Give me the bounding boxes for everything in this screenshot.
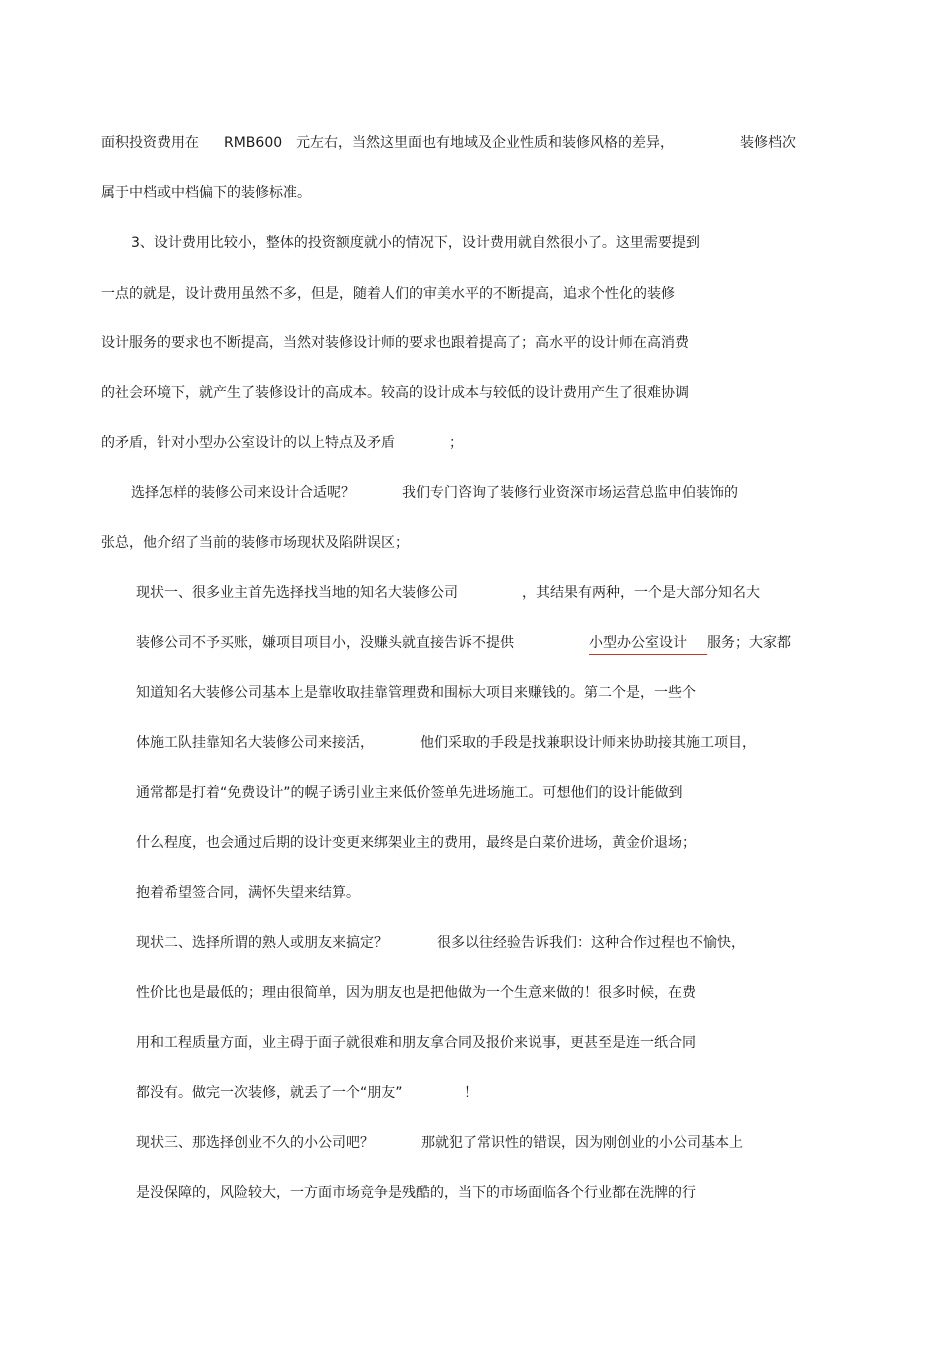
- text-run: 用和工程质量方面，业主碍于面子就很难和朋友拿合同及报价来说事，更甚至是连一纸合同: [136, 1035, 696, 1051]
- text-run: 面积投资费用在: [101, 135, 199, 151]
- text-run: 3、设计费用比较小，整体的投资额度就小的情况下，设计费用就自然很小了。这里需要提到: [131, 235, 700, 251]
- text-run-amount: RMB600: [224, 135, 283, 151]
- text-run: 现状二、选择所谓的熟人或朋友来搞定？: [136, 935, 388, 951]
- text-run: ，其结果有两种，一个是大部分知名大: [522, 585, 760, 601]
- text-run: 抱着希望签合同，满怀失望来结算。: [136, 885, 360, 901]
- text-run: 装修档次: [740, 135, 796, 151]
- text-run: 什么程度，也会通过后期的设计变更来绑架业主的费用，最终是白菜价进场，黄金价退场；: [136, 835, 696, 851]
- text-run: 那就犯了常识性的错误，因为刚创业的小公司基本上: [421, 1135, 743, 1151]
- text-run: 性价比也是最低的；理由很简单，因为朋友也是把他做为一个生意来做的！很多时候，在费: [136, 985, 696, 1001]
- text-run: 他们采取的手段是找兼职设计师来协助接其施工项目，: [420, 735, 756, 751]
- text-run: 设计服务的要求也不断提高，当然对装修设计师的要求也跟着提高了；高水平的设计师在高消费: [101, 335, 689, 351]
- text-run: 我们专门咨询了装修行业资深市场运营总监申伯装饰的: [402, 485, 738, 501]
- text-run: 的社会环境下，就产生了装修设计的高成本。较高的设计成本与较低的设计费用产生了很难协调: [101, 385, 689, 401]
- text-run: 服务；大家都: [707, 635, 791, 651]
- text-run: 知道知名大装修公司基本上是靠收取挂靠管理费和围标大项目来赚钱的。第二个是，一些个: [136, 685, 696, 701]
- text-run: 都没有。做完一次装修，就丢了一个“朋友”: [136, 1085, 403, 1101]
- text-run: 一点的就是，设计费用虽然不多，但是，随着人们的审美水平的不断提高，追求个性化的装修: [101, 286, 675, 302]
- text-run: 张总，他介绍了当前的装修市场现状及陷阱误区；: [101, 535, 409, 551]
- text-run: 通常都是打着“免费设计”的幌子诱引业主来低价签单先进场施工。可想他们的设计能做到: [136, 785, 683, 801]
- text-run: ；: [449, 435, 463, 451]
- text-run: 很多以往经验告诉我们：这种合作过程也不愉快，: [437, 935, 745, 951]
- text-run: 元左右，当然这里面也有地域及企业性质和装修风格的差异，: [296, 135, 674, 151]
- text-run: 选择怎样的装修公司来设计合适呢？: [131, 485, 355, 501]
- text-run: 体施工队挂靠知名大装修公司来接活，: [136, 735, 374, 751]
- text-run: 的矛盾，针对小型办公室设计的以上特点及矛盾: [101, 435, 395, 451]
- small-office-design-link[interactable]: 小型办公室设计: [589, 634, 707, 655]
- text-run: 装修公司不予买账，嫌项目项目小，没赚头就直接告诉不提供: [136, 635, 514, 651]
- text-run: 是没保障的，风险较大，一方面市场竞争是残酷的，当下的市场面临各个行业都在洗牌的行: [136, 1185, 696, 1201]
- text-run: 现状三、那选择创业不久的小公司吧？: [136, 1135, 374, 1151]
- text-run: ！: [464, 1085, 478, 1101]
- text-run: 现状一、很多业主首先选择找当地的知名大装修公司: [136, 585, 458, 601]
- text-run: 属于中档或中档偏下的装修标准。: [101, 185, 311, 201]
